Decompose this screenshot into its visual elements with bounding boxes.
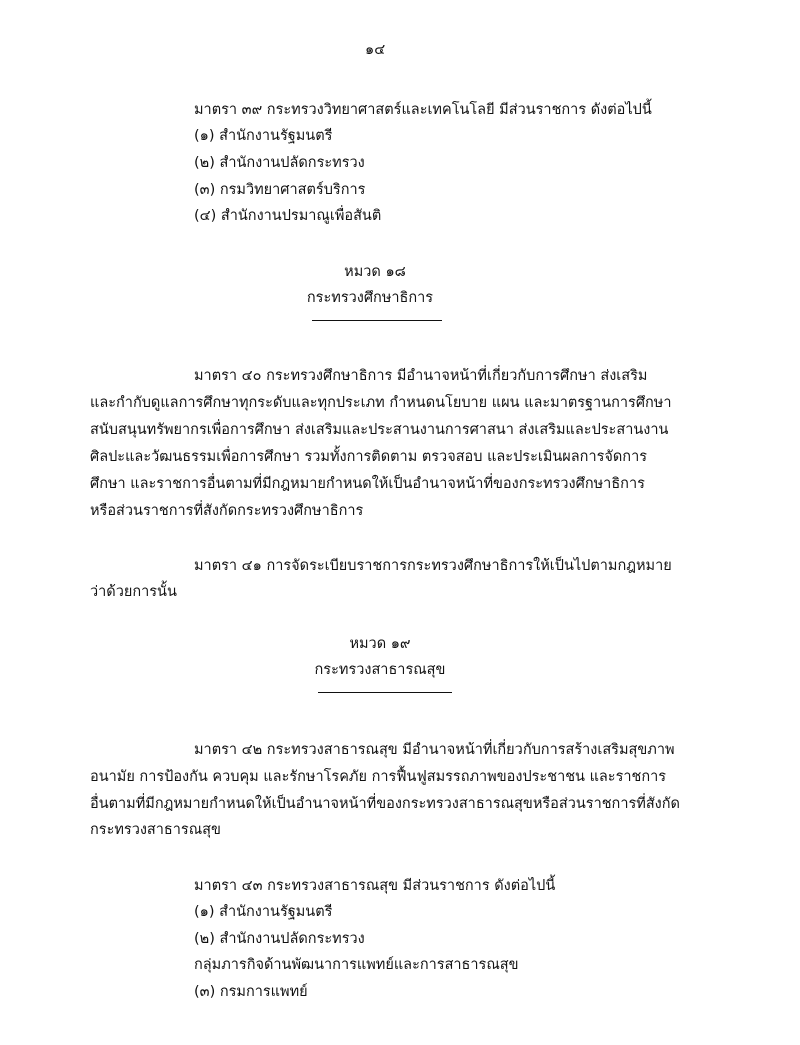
section-39-item: (๑) สำนักงานรัฐมนตรี — [194, 128, 333, 144]
section-41-line: ว่าด้วยการนั้น — [90, 584, 177, 600]
chapter-19-underline — [318, 692, 452, 693]
chapter-18-title: กระทรวงศึกษาธิการ — [306, 290, 434, 306]
section-40-line: มาตรา ๔๐ กระทรวงศึกษาธิการ มีอำนาจหน้าที่เกี่ยวกับการศึกษา ส่งเสริม — [194, 368, 648, 384]
section-40-line: ศิลปะและวัฒนธรรมเพื่อการศึกษา รวมทั้งการติดตาม ตรวจสอบ และประเมินผลการจัดการ — [90, 449, 648, 465]
chapter-18-underline — [312, 320, 442, 321]
section-41-line: มาตรา ๔๑ การจัดระเบียบราชการกระทรวงศึกษาธิการให้เป็นไปตามกฎหมาย — [194, 558, 672, 574]
section-43-group-heading: กลุ่มภารกิจด้านพัฒนาการแพทย์และการสาธารณสุข — [194, 957, 519, 973]
chapter-19-title: กระทรวงสาธารณสุข — [314, 662, 446, 678]
chapter-18-label: หมวด ๑๘ — [344, 264, 406, 280]
section-42-line: อื่นตามที่มีกฎหมายกำหนดให้เป็นอำนาจหน้าที่ของกระทรวงสาธารณสุขหรือส่วนราชการที่สังกัด — [90, 796, 680, 812]
section-39-item: (๔) สำนักงานปรมาณูเพื่อสันติ — [194, 208, 382, 224]
section-43-item: (๓) กรมการแพทย์ — [194, 984, 308, 1000]
section-42-line: กระทรวงสาธารณสุข — [90, 822, 221, 838]
section-39-heading: มาตรา ๓๙ กระทรวงวิทยาศาสตร์และเทคโนโลยี มีส่วนราชการ ดังต่อไปนี้ — [194, 102, 652, 118]
section-39-item: (๓) กรมวิทยาศาสตร์บริการ — [194, 182, 366, 198]
section-43-heading: มาตรา ๔๓ กระทรวงสาธารณสุข มีส่วนราชการ ดังต่อไปนี้ — [194, 878, 556, 894]
section-39-item: (๒) สำนักงานปลัดกระทรวง — [194, 155, 365, 171]
section-42-line: มาตรา ๔๒ กระทรวงสาธารณสุข มีอำนาจหน้าที่เกี่ยวกับการสร้างเสริมสุขภาพ — [194, 742, 675, 758]
section-43-item: (๒) สำนักงานปลัดกระทรวง — [194, 931, 365, 947]
section-42-line: อนามัย การป้องกัน ควบคุม และรักษาโรคภัย การฟื้นฟูสมรรถภาพของประชาชน และราชการ — [90, 769, 667, 785]
section-40-line: สนับสนุนทรัพยากรเพื่อการศึกษา ส่งเสริมและประสานงานการศาสนา ส่งเสริมและประสานงาน — [90, 422, 669, 438]
section-40-line: หรือส่วนราชการที่สังกัดกระทรวงศึกษาธิการ — [90, 503, 364, 519]
section-40-line: ศึกษา และราชการอื่นตามที่มีกฎหมายกำหนดให้เป็นอำนาจหน้าที่ของกระทรวงศึกษาธิการ — [90, 476, 645, 492]
section-40-line: และกำกับดูแลการศึกษาทุกระดับและทุกประเภท กำหนดนโยบาย แผน และมาตรฐานการศึกษา — [90, 395, 672, 411]
page-number: ๑๔ — [365, 42, 386, 58]
section-43-item: (๑) สำนักงานรัฐมนตรี — [194, 904, 333, 920]
chapter-19-label: หมวด ๑๙ — [349, 636, 411, 652]
